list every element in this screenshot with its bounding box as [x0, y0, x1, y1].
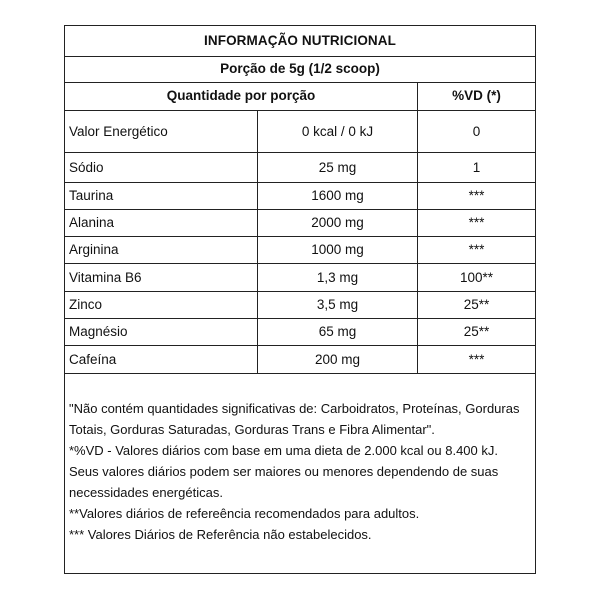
nutrient-amount: 25 mg: [258, 152, 418, 182]
footnote-not-significant: "Não contém quantidades significativas de: Carboidratos, Proteínas, Gorduras Totais, Gorduras Saturadas, Gorduras Trans e Fibra Alimentar".: [69, 401, 520, 437]
nutrient-name: Sódio: [65, 152, 258, 182]
nutrient-vd: 25**: [463, 324, 490, 339]
nutrient-amount: 0 kcal / 0 kJ: [258, 110, 418, 152]
footnote-daily-values: *%VD - Valores diários com base em uma dieta de 2.000 kcal ou 8.400 kJ. Seus valores diários podem ser maiores ou menores dependendo de suas necessidades energéticas.: [69, 443, 499, 500]
table-row: [65, 236, 535, 264]
nutrient-amount: 3,5 mg: [258, 291, 418, 318]
header-quantity: Quantidade por porção: [65, 82, 418, 110]
footnote-not-established: *** Valores Diários de Referência não estabelecidos.: [69, 527, 372, 542]
table-row: [65, 345, 535, 374]
nutrient-amount: 65 mg: [258, 318, 418, 345]
table-row: [65, 209, 535, 237]
nutrient-vd: 100**: [459, 269, 494, 285]
table-header: [65, 82, 535, 111]
table-row: [65, 291, 535, 319]
nutrient-amount: 1000 mg: [258, 236, 418, 263]
footnote-reference-adults: **Valores diários de refereência recomendados para adultos.: [69, 506, 420, 521]
nutrient-vd: 1: [472, 159, 481, 175]
nutrient-amount: 1,3 mg: [258, 263, 418, 291]
nutrient-amount: 200 mg: [258, 345, 418, 373]
nutrient-vd: ***: [468, 188, 485, 203]
header-vd: %VD (*): [452, 88, 501, 103]
nutrient-vd: ***: [468, 242, 485, 257]
nutrition-title: INFORMAÇÃO NUTRICIONAL: [65, 26, 535, 57]
table-row: [65, 182, 535, 210]
table-row: [65, 318, 535, 346]
footnotes: [69, 398, 529, 545]
table-row: [65, 152, 535, 183]
nutrition-facts-panel: [64, 25, 536, 574]
nutrient-vd: 25**: [463, 297, 490, 312]
nutrient-vd: ***: [468, 215, 485, 230]
nutrient-vd: 0: [472, 123, 481, 139]
nutrient-name: Cafeína: [65, 345, 258, 373]
nutrient-name: Magnésio: [65, 318, 258, 345]
portion-size: Porção de 5g (1/2 scoop): [65, 56, 535, 83]
table-row: [65, 110, 535, 153]
nutrient-name: Valor Energético: [65, 110, 258, 152]
nutrient-name: Arginina: [65, 236, 258, 263]
nutrient-amount: 1600 mg: [258, 182, 418, 209]
table-row: [65, 263, 535, 292]
nutrient-name: Taurina: [65, 182, 258, 209]
nutrient-amount: 2000 mg: [258, 209, 418, 236]
nutrient-vd: ***: [468, 351, 485, 367]
nutrient-name: Vitamina B6: [65, 263, 258, 291]
nutrient-name: Zinco: [65, 291, 258, 318]
nutrient-name: Alanina: [65, 209, 258, 236]
